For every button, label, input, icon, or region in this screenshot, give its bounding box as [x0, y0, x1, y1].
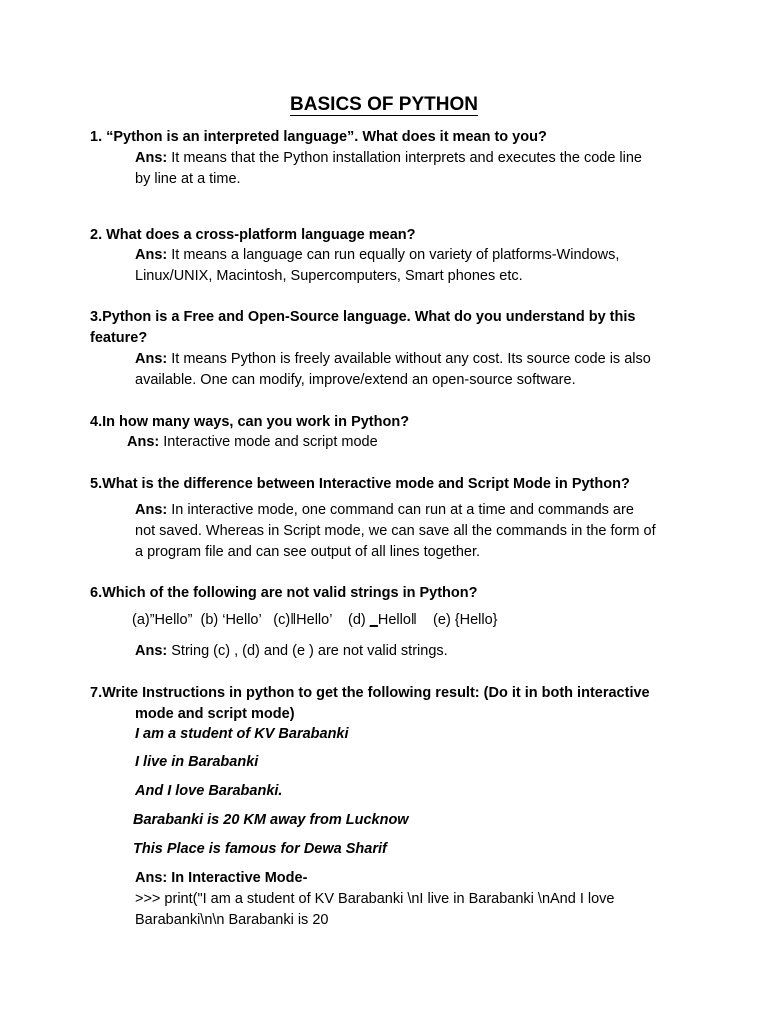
question-3	[90, 307, 635, 349]
code-line-2: Barabanki\n\n Barabanki is 20	[135, 912, 329, 928]
output-line-5: This Place is famous for Dewa Sharif	[133, 841, 387, 857]
ans-label: Ans:	[135, 150, 168, 166]
answer-3-line-2: available. One can modify, improve/extend an open-source software.	[135, 372, 576, 388]
answer-6	[135, 641, 448, 662]
answer-5-line-2: not saved. Whereas in Script mode, we can save all the commands in the form of	[135, 523, 656, 539]
question-7-line-2: mode and script mode)	[135, 706, 295, 722]
options-6	[132, 610, 498, 631]
question-2: 2. What does a cross-platform language mean?	[90, 227, 416, 243]
answer-7-code	[135, 889, 615, 931]
answer-2-line-2: Linux/UNIX, Macintosh, Supercomputers, Smart phones etc.	[135, 268, 523, 284]
question-4: 4.In how many ways, can you work in Python?	[90, 414, 410, 430]
answer-1-line-1: It means that the Python installation interprets and executes the code line	[171, 150, 642, 166]
output-line-2: I live in Barabanki	[135, 754, 259, 770]
answer-5-line-3: a program file and can see output of all lines together.	[135, 544, 480, 560]
question-5: 5.What is the difference between Interactive mode and Script Mode in Python?	[90, 476, 630, 492]
question-7-line-1: 7.Write Instructions in python to get the following result: (Do it in both interactive	[90, 685, 650, 701]
answer-4	[127, 432, 378, 453]
output-line-4: Barabanki is 20 KM away from Lucknow	[133, 812, 409, 828]
option-a: (a)”Hello”	[132, 612, 193, 628]
option-b: (b) ‘Hello’	[200, 612, 262, 628]
answer-5	[135, 500, 656, 563]
answer-2	[135, 245, 619, 287]
answer-4-text: Interactive mode and script mode	[163, 434, 378, 450]
answer-1-line-2: by line at a time.	[135, 171, 241, 187]
ans-label: Ans:	[135, 247, 168, 263]
output-line-1: I am a student of KV Barabanki	[135, 726, 349, 742]
answer-5-line-1: In interactive mode, one command can run at a time and commands are	[171, 502, 634, 518]
ans-label: Ans:	[135, 502, 168, 518]
question-1: 1. “Python is an interpreted language”. What does it mean to you?	[90, 129, 547, 145]
question-3-line-2: feature?	[90, 330, 148, 346]
title-text: BASICS OF PYTHON	[290, 94, 478, 115]
question-6: 6.Which of the following are not valid strings in Python?	[90, 585, 478, 601]
output-line-3: And I love Barabanki.	[135, 783, 283, 799]
ans-label: Ans:	[135, 643, 168, 659]
option-d-underscore: _	[369, 612, 378, 628]
option-c: (c)‖Hello’	[273, 612, 332, 628]
ans-label: Ans:	[135, 351, 168, 367]
answer-2-line-1: It means a language can run equally on variety of platforms-Windows,	[171, 247, 620, 263]
code-line-1: >>> print("I am a student of KV Barabanki \nI live in Barabanki \nAnd I love	[135, 891, 615, 907]
answer-6-text: String (c) , (d) and (e ) are not valid strings.	[171, 643, 448, 659]
ans-label: Ans:	[127, 434, 160, 450]
option-e: (e) {Hello}	[433, 612, 498, 628]
answer-3	[135, 349, 651, 391]
option-d: (d)	[348, 612, 366, 628]
question-3-line-1: 3.Python is a Free and Open-Source language. What do you understand by this	[90, 309, 636, 325]
answer-1	[135, 148, 642, 190]
answer-3-line-1: It means Python is freely available without any cost. Its source code is also	[171, 351, 651, 367]
answer-7-heading: Ans: In Interactive Mode-	[135, 870, 308, 886]
option-d-text: Hello‖	[377, 612, 417, 628]
page-title	[0, 93, 768, 117]
